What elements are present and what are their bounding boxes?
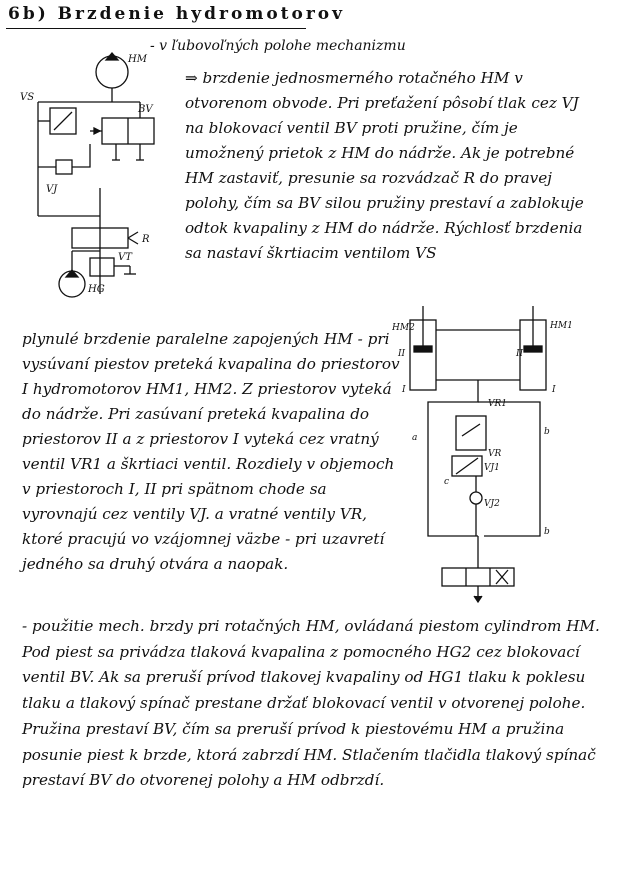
label-vt: VT — [118, 252, 132, 263]
hydromotor-symbol — [96, 56, 128, 88]
paragraph-mechanical-brake: - použitie mech. brzdy pri rotačných HM, ovládaná piestom cylindrom HM. Pod piest sa privádza tlaková kvapalina z pomocného HG2 cez blokovací ventil BV. Ak sa preruší prívod tlakovej kvapaliny od HG1 tlaku k poklesu tlaku a tlakový spínač prestane držať blokovací ventil v otvorenej polohe. Pružina prestaví BV, čím sa preruší prívod k piestovému HM a pružina posunie piest k brzde, ktorá zabrzdí HM. Stlačením tlačidla tlakový spínač prestaví BV do otvorenej polohy a HM odbrzdí. — [22, 617, 600, 790]
page-subtitle: - v ľubovoľných polohe mechanizmu — [150, 38, 406, 54]
label-hm2: HM2 — [392, 323, 415, 333]
label-vj1: VJ1 — [484, 463, 500, 473]
label-ii-right: II — [516, 349, 524, 359]
label-b: b — [544, 427, 550, 437]
directional-valve — [442, 568, 514, 586]
page-title: 6b) Brzdenie hydromotorov — [8, 4, 346, 24]
label-i-left: I — [402, 385, 406, 395]
label-vs: VS — [20, 92, 35, 103]
label-r: R — [142, 234, 150, 245]
label-i-right: I — [552, 385, 556, 395]
label-ii-left: II — [398, 349, 406, 359]
linear-brake-schematic — [392, 306, 574, 606]
rotary-brake-schematic — [20, 48, 170, 306]
paragraph-linear-braking: plynulé brzdenie paralelne zapojených HM - pri vysúvaní piestov preteká kvapalina do priestorov I hydromotorov HM1, HM2. Z priestorov vyteká do nádrže. Pri zasúvaní preteká kvapalina do priestorov II a z priestorov I vyteká cez vratný ventil VR1 a škrtiaci ventil. Rozdiely v objemoch v priestoroch I, II pri spätnom chode sa vyrovnajú cez ventily VJ. a vratné ventily VR, ktoré pracujú vo vzájomnej väzbe - pri uzavretí jedného sa druhý otvára a naopak. — [22, 330, 400, 573]
check-valve-vr1 — [456, 416, 486, 450]
label-vr1: VR1 — [488, 399, 508, 409]
label-a: a — [412, 433, 418, 443]
label-hm1: HM1 — [550, 321, 573, 331]
label-vj2: VJ2 — [484, 499, 500, 509]
check-valve-symbol — [56, 160, 72, 174]
relief-valve-symbol — [90, 258, 114, 276]
label-hm: HM — [128, 54, 147, 65]
label-b2: b — [544, 527, 550, 537]
label-bv: BV — [138, 104, 153, 115]
title-underline — [6, 28, 306, 29]
paragraph-rotary-braking: ⇒ brzdenie jednosmerného rotačného HM v otvorenom obvode. Pri preťažení pôsobí tlak cez VJ na blokovací ventil BV proti pružine, čím je umožnený prietok z HM do nádrže. Ak je potrebné HM zastaviť, presunie sa rozvádzač R do pravej polohy, čím sa BV silou pružiny prestaví a zablokuje odtok kvapaliny z HM do nádrže. Rýchlosť brzdenia sa nastaví škrtiacim ventilom VS — [185, 69, 584, 262]
label-vr: VR — [488, 449, 502, 459]
label-c: c — [444, 477, 450, 487]
check-valve-vj2 — [470, 492, 482, 504]
label-vj: VJ — [46, 184, 58, 195]
label-hg: HG — [88, 284, 105, 295]
